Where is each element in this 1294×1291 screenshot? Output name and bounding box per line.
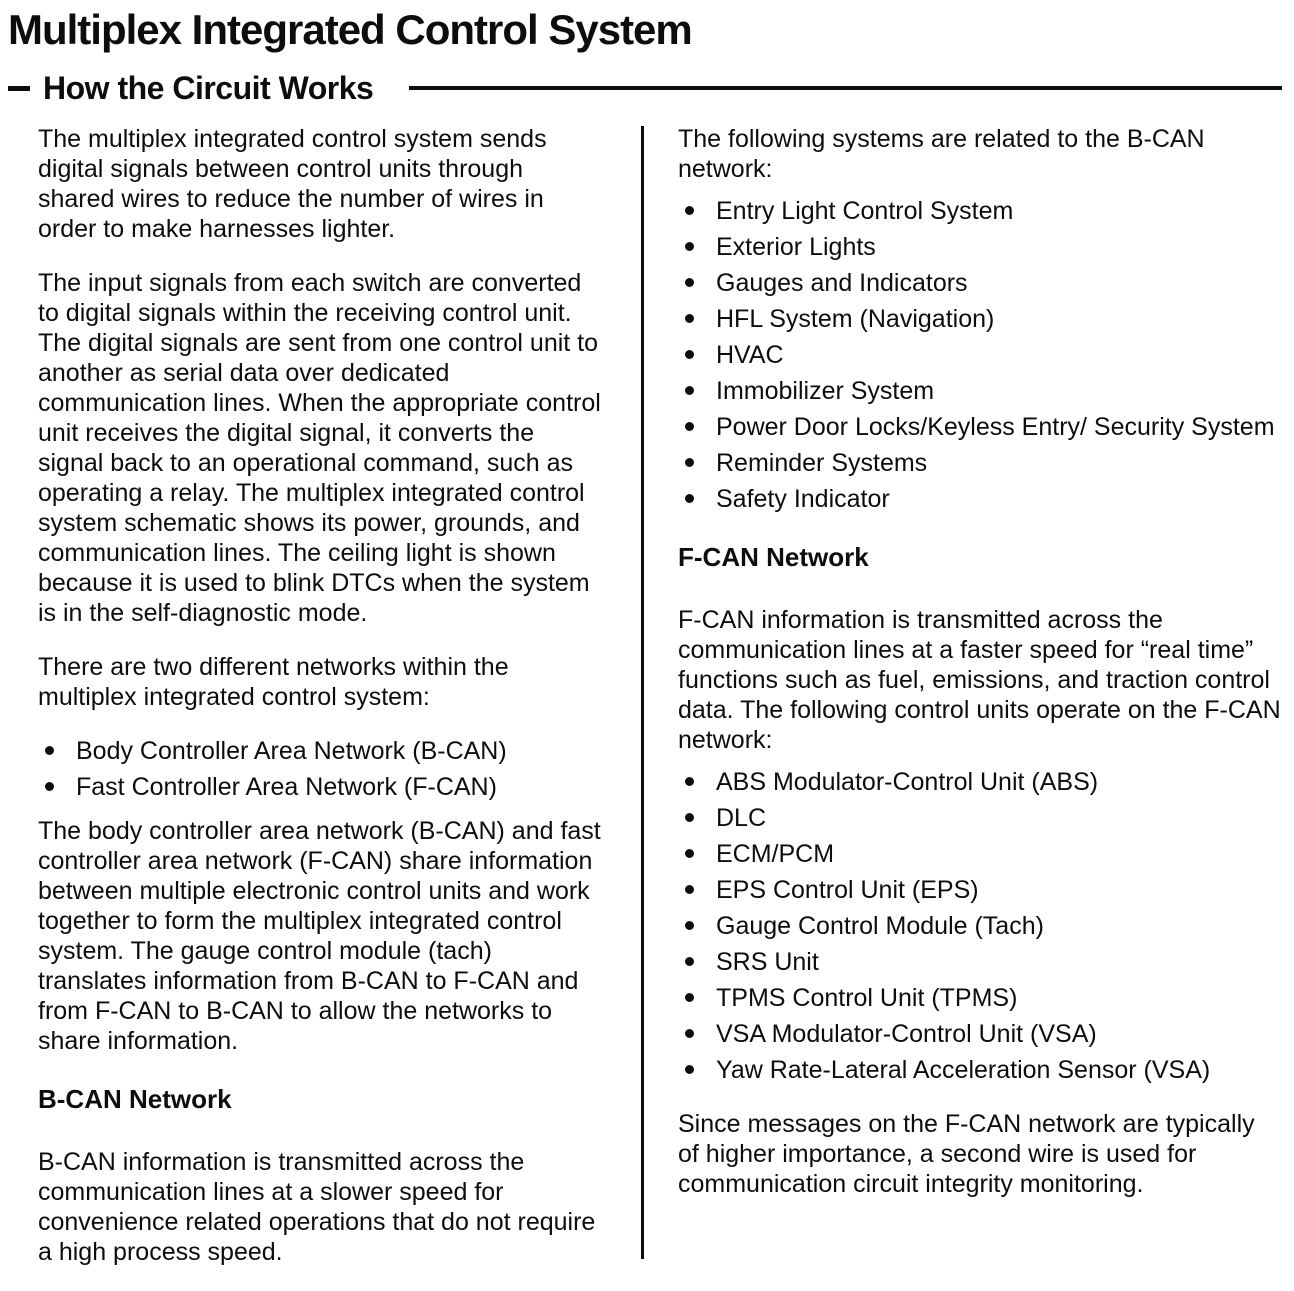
network-list: [38, 736, 601, 802]
paragraph-fcan-note: Since messages on the F-CAN network are typically of higher importance, a second wire is used for communication circuit integrity monitoring.: [678, 1110, 1255, 1198]
list-item: Safety Indicator: [678, 484, 1282, 514]
list-item: SRS Unit: [678, 947, 1282, 977]
page-title: Multiplex Integrated Control System: [8, 6, 692, 53]
section-title: How the Circuit Works: [43, 69, 374, 106]
list-item: HVAC: [678, 340, 1282, 370]
list-item: Exterior Lights: [678, 232, 1282, 262]
list-item: Body Controller Area Network (B-CAN): [38, 736, 601, 766]
paragraph-bcan-intro: The following systems are related to the B-CAN network:: [678, 125, 1205, 183]
bcan-systems-list: [678, 196, 1282, 514]
list-item: Gauge Control Module (Tach): [678, 911, 1282, 941]
two-column-layout: [8, 124, 1286, 1291]
list-item: Gauges and Indicators: [678, 268, 1282, 298]
list-item: ECM/PCM: [678, 839, 1282, 869]
list-item: ABS Modulator-Control Unit (ABS): [678, 767, 1282, 797]
list-item: Reminder Systems: [678, 448, 1282, 478]
paragraph-bcan: B-CAN information is transmitted across the communication lines at a slower speed for convenience related operations that do not require a high process speed.: [38, 1148, 596, 1266]
section-rule: [409, 86, 1282, 90]
list-item: EPS Control Unit (EPS): [678, 875, 1282, 905]
list-item: DLC: [678, 803, 1282, 833]
list-item: Power Door Locks/Keyless Entry/ Security System: [678, 412, 1282, 442]
list-item: Immobilizer System: [678, 376, 1282, 406]
list-item: Fast Controller Area Network (F-CAN): [38, 772, 601, 802]
section-dash: [8, 86, 30, 91]
paragraph-intro: The multiplex integrated control system sends digital signals between control units through shared wires to reduce the number of wires in order to make harnesses lighter.: [38, 125, 547, 243]
list-item: HFL System (Navigation): [678, 304, 1282, 334]
list-item: Entry Light Control System: [678, 196, 1282, 226]
paragraph-fcan-intro: F-CAN information is transmitted across the communication lines at a faster speed for “real time” functions such as fuel, emissions, and traction control data. The following control units operate on the F-CAN network:: [678, 606, 1281, 754]
right-column: [644, 124, 1286, 1291]
fcan-network-heading: F-CAN Network: [678, 542, 869, 572]
paragraph-networks: There are two different networks within the multiplex integrated control system:: [38, 653, 509, 711]
bcan-network-heading: B-CAN Network: [38, 1084, 232, 1114]
left-column: [8, 124, 641, 1291]
list-item: VSA Modulator-Control Unit (VSA): [678, 1019, 1282, 1049]
list-item: TPMS Control Unit (TPMS): [678, 983, 1282, 1013]
section-header: [8, 66, 1286, 110]
fcan-units-list: [678, 767, 1282, 1085]
paragraph-signals: The input signals from each switch are converted to digital signals within the receiving control unit. The digital signals are sent from one control unit to another as serial data over dedicated communication lines. When the appropriate control unit receives the digital signal, it converts the signal back to an operational command, such as operating a relay. The multiplex integrated control system schematic shows its power, grounds, and communication lines. The ceiling light is shown because it is used to blink DTCs when the system is in the self-diagnostic mode.: [38, 269, 601, 627]
list-item: Yaw Rate-Lateral Acceleration Sensor (VSA): [678, 1055, 1282, 1085]
paragraph-share: The body controller area network (B-CAN) and fast controller area network (F-CAN) share information between multiple electronic control units and work together to form the multiplex integrated control system. The gauge control module (tach) translates information from B-CAN to F-CAN and from F-CAN to B-CAN to allow the networks to share information.: [38, 817, 601, 1055]
